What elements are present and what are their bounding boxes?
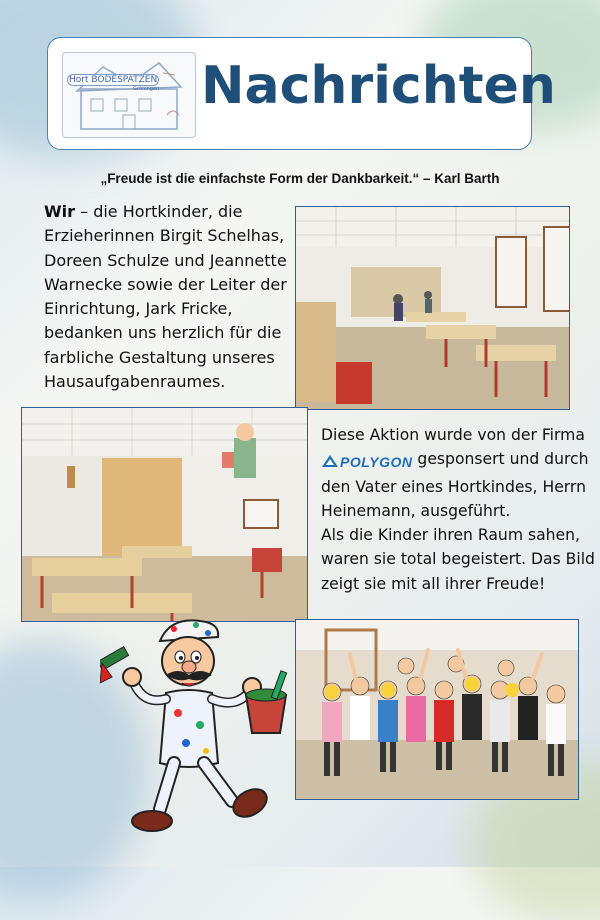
polygon-triangle-icon bbox=[321, 454, 339, 468]
children-group-photo-icon bbox=[296, 620, 579, 800]
sponsor-paragraph bbox=[321, 423, 596, 596]
hort-logo bbox=[62, 52, 196, 138]
intro-text: – die Hortkinder, die Erzieherinnen Birgit Schelhas, Doreen Schulze und Jeannette Warnecke sowie der Leiter der Einrichtung, Jark Fricke, bedanken uns herzlich für die farbliche Gestaltung unseres Hausaufgabenraumes. bbox=[44, 202, 287, 392]
painter-mascot-icon bbox=[100, 613, 300, 841]
polygon-logo bbox=[321, 450, 412, 474]
intro-paragraph bbox=[44, 200, 294, 394]
quote: „Freude ist die einfachste Form der Dankbarkeit.“ – Karl Barth bbox=[100, 171, 500, 186]
sponsor-text-before: Diese Aktion wurde von der Firma bbox=[321, 426, 585, 444]
intro-lead: Wir bbox=[44, 202, 76, 221]
house-drawing-icon bbox=[63, 53, 195, 137]
painter-mascot bbox=[100, 613, 300, 841]
room-photo-2 bbox=[21, 407, 308, 622]
children-photo bbox=[295, 619, 579, 800]
room-photo-1 bbox=[295, 206, 570, 410]
reaction-text: Als die Kinder ihren Raum sahen, waren sie total begeistert. Das Bild zeigt sie mit all ihrer Freude! bbox=[321, 526, 595, 593]
classroom-photo-icon bbox=[22, 408, 308, 622]
header-box bbox=[47, 37, 556, 150]
sponsor-text-after: gesponsert und durch den Vater eines Hortkindes, Herrn Heinemann, ausgeführt. bbox=[321, 450, 589, 520]
classroom-photo-icon bbox=[296, 207, 570, 410]
logo-text: Hort BODESPATZEN Gröningen bbox=[69, 75, 160, 92]
sponsor-name: POLYGON bbox=[340, 454, 413, 471]
page-title: Nachrichten bbox=[201, 56, 556, 116]
